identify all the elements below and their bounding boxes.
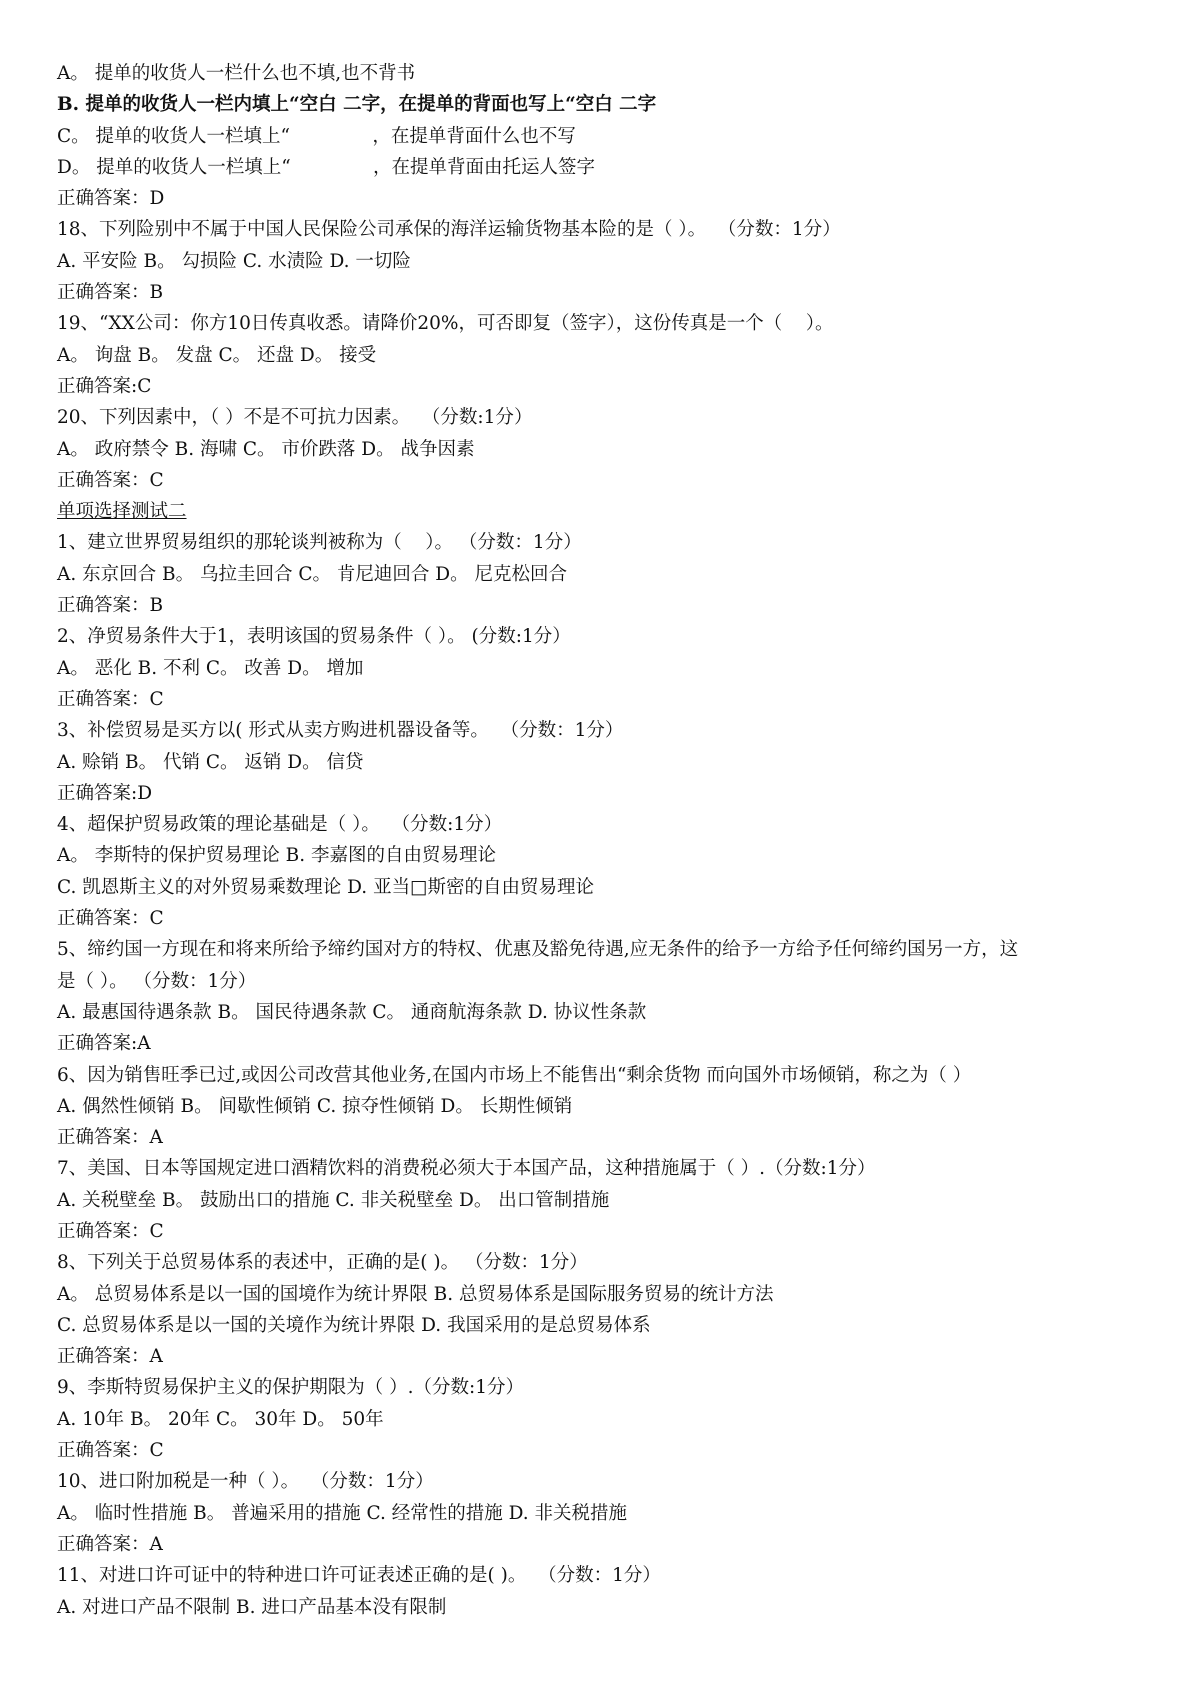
text-line: 6、因为销售旺季已过,或因公司改营其他业务,在国内市场上不能售出“剩余货物 而向国外市场倾销，称之为（ ） [57, 1064, 972, 1086]
text-line: 正确答案:A [57, 1033, 151, 1055]
text-line: 正确答案：C [57, 908, 164, 930]
text-line: A。 政府禁令 B. 海啸 C。 市价跌落 D。 战争因素 [57, 438, 475, 460]
text-line: 正确答案：D [57, 188, 165, 210]
text-line: A. 平安险 B。 勾损险 C. 水渍险 D. 一切险 [57, 250, 411, 272]
text-line: D。 提单的收货人一栏填上“ ，在提单背面由托运人签字 [57, 156, 596, 178]
text-line: 2、净贸易条件大于1，表明该国的贸易条件（ ）。 (分数:1分） [57, 626, 571, 648]
text-line: 正确答案：C [57, 688, 164, 710]
text-line: 正确答案：A [57, 1533, 163, 1555]
text-line: 正确答案：C [57, 1440, 164, 1462]
text-line: 正确答案：C [57, 1220, 164, 1242]
text-line: A。 临时性措施 B。 普遍采用的措施 C. 经常性的措施 D. 非关税措施 [57, 1502, 628, 1524]
text-line: 9、李斯特贸易保护主义的保护期限为（ ）.（分数:1分） [57, 1377, 525, 1399]
text-line: A. 最惠国待遇条款 B。 国民待遇条款 C。 通商航海条款 D. 协议性条款 [57, 1001, 647, 1023]
text-line: 19、“XX公司：你方10日传真收悉。请降价20%，可否即复（签字），这份传真是一个（ ）。 [57, 313, 834, 335]
text-line: 正确答案:D [57, 782, 153, 804]
text-line: 正确答案：A [57, 1127, 163, 1149]
text-line: 18、下列险别中不属于中国人民保险公司承保的海洋运输货物基本险的是（ ）。 （分数：1分） [57, 219, 841, 241]
text-line: A. 10年 B。 20年 C。 30年 D。 50年 [57, 1408, 384, 1430]
document-body [57, 58, 1147, 1623]
text-line: 正确答案：B [57, 595, 164, 617]
text-line: 正确答案：C [57, 469, 164, 491]
text-line: A. 偶然性倾销 B。 间歇性倾销 C. 掠夺性倾销 D。 长期性倾销 [57, 1095, 573, 1117]
text-line: 11、对进口许可证中的特种进口许可证表述正确的是( )。 （分数：1分） [57, 1565, 661, 1587]
text-line: 8、下列关于总贸易体系的表述中，正确的是( )。 （分数：1分） [57, 1252, 588, 1274]
text-line: 10、进口附加税是一种（ ）。 （分数：1分） [57, 1471, 434, 1493]
text-line: 正确答案：B [57, 282, 164, 304]
text-line: 是（ ）。 （分数：1分） [57, 970, 257, 992]
text-line: C。 提单的收货人一栏填上“ ，在提单背面什么也不写 [57, 125, 576, 147]
text-line: 正确答案:C [57, 375, 152, 397]
text-line: C. 总贸易体系是以一国的关境作为统计界限 D. 我国采用的是总贸易体系 [57, 1314, 651, 1336]
text-line: A. 东京回合 B。 乌拉圭回合 C。 肯尼迪回合 D。 尼克松回合 [57, 563, 567, 585]
text-line: A。 李斯特的保护贸易理论 B. 李嘉图的自由贸易理论 [57, 845, 496, 867]
text-line: 20、下列因素中，（ ）不是不可抗力因素。 （分数:1分） [57, 407, 533, 429]
text-line: 4、超保护贸易政策的理论基础是（ ）。 （分数:1分） [57, 814, 503, 836]
text-line: A。 恶化 B. 不利 C。 改善 D。 增加 [57, 657, 364, 679]
text-line: 1、建立世界贸易组织的那轮谈判被称为（ ）。 （分数：1分） [57, 532, 582, 554]
text-line: 3、补偿贸易是买方以( 形式从卖方购进机器设备等。 （分数：1分） [57, 720, 624, 742]
text-line: A。 总贸易体系是以一国的国境作为统计界限 B. 总贸易体系是国际服务贸易的统计方法 [57, 1283, 774, 1305]
text-line: A. 赊销 B。 代销 C。 返销 D。 信贷 [57, 751, 364, 773]
text-line: 5、缔约国一方现在和将来所给予缔约国对方的特权、优惠及豁免待遇,应无条件的给予一方给予任何缔约国另一方，这 [57, 939, 1019, 961]
text-line: A. 对进口产品不限制 B. 进口产品基本没有限制 [57, 1596, 447, 1618]
text-line: 正确答案：A [57, 1346, 163, 1368]
text-line: B. 提单的收货人一栏内填上“空白 二字，在提单的背面也写上“空白 二字 [57, 94, 657, 116]
text-line: 7、美国、日本等国规定进口酒精饮料的消费税必须大于本国产品，这种措施属于（ ）.（分数:1分） [57, 1158, 876, 1180]
section-heading: 单项选择测试二 [57, 501, 187, 523]
text-line: C. 凯恩斯主义的对外贸易乘数理论 D. 亚当□斯密的自由贸易理论 [57, 876, 595, 898]
text-line: A. 关税壁垒 B。 鼓励出口的措施 C. 非关税壁垒 D。 出口管制措施 [57, 1189, 610, 1211]
text-line: A。 询盘 B。 发盘 C。 还盘 D。 接受 [57, 344, 377, 366]
text-line: A。 提单的收货人一栏什么也不填,也不背书 [57, 63, 416, 84]
